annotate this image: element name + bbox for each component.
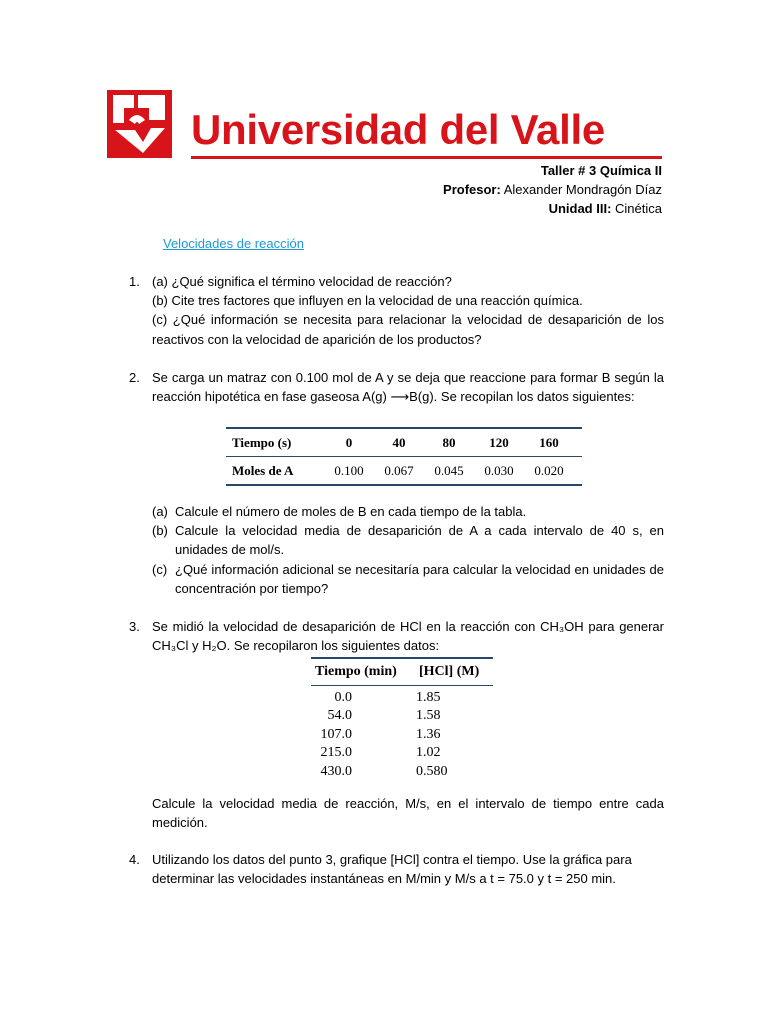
q2-intro: Se carga un matraz con 0.100 mol de A y se deja que reaccione para formar B según la reacción hipotética en fase gaseosa A(g) ⟶B(g). Se recopilan los datos siguientes: [152,370,664,405]
table-cell: 40 [392,434,406,450]
table-cell: 120 [489,434,509,450]
table-row: 215.0 1.02 [320,745,441,761]
table-cell: 0.067 [384,462,414,478]
universidad-del-valle-logo [107,90,172,158]
hcl-table [311,657,493,781]
course-info [443,161,662,218]
table-header-row: Tiempo (s) 0 40 80 120 160 [226,429,582,456]
unidad-line: Unidad III: Cinética [548,201,662,216]
title-underline [191,156,662,159]
table-cell: 80 [442,434,456,450]
q3-intro: Se midió la velocidad de desaparición de HCl en la reacción con CH₃OH para generar CH₃Cl y H₂O. Se recopilaron los siguientes datos: [152,619,664,654]
table-row: 430.0 0.580 [320,763,448,779]
question-number: 3. [129,619,140,634]
table-cell: 0.045 [434,462,464,478]
question-number: 2. [129,370,140,385]
q4-line-1: Utilizando los datos del punto 3, grafique [HCl] contra el tiempo. Use la gráfica para [152,852,632,867]
q1-part-c: (c) ¿Qué información se necesita para relacionar la velocidad de desaparición de los reactivos con la velocidad de aparición de los productos? [152,312,664,347]
q2-part-c: (c) ¿Qué información adicional se necesitaría para calcular la velocidad en unidades de concentración por tiempo? [152,561,664,596]
university-name: Universidad del Valle [191,106,605,153]
table-cell: 0.100 [334,462,364,478]
q1-part-b: (b) Cite tres factores que influyen en la velocidad de una reacción química. [152,293,583,309]
taller-line: Taller # 3 Química II [540,163,662,178]
moles-table [226,427,582,486]
table-row: 0.0 1.85 [334,690,441,705]
q2-part-a: (a) Calcule el número de moles de B en cada tiempo de la tabla. [152,504,527,519]
table-header-row: Tiempo (min) [HCl] (M) [311,657,493,686]
table-row: 54.0 1.58 [327,708,441,724]
question-number: 1. [129,274,140,289]
profesor-line: Profesor: Alexander Mondragón Díaz [443,182,662,197]
table-row: Moles de A 0.100 0.067 0.045 0.030 0.020 [226,456,582,484]
question-number: 4. [129,852,140,867]
table-cell: 0 [345,434,353,450]
q1-part-a: (a) ¿Qué significa el término velocidad de reacción? [152,274,452,289]
table-cell: 0.020 [534,462,564,478]
q2-part-b: (b) Calcule la velocidad media de desaparición de A a cada intervalo de 40 s, en unidades de mol/s. [152,523,664,558]
table-row: 107.0 1.36 [320,726,441,742]
table-cell: 0.030 [484,462,514,478]
section-title-link[interactable]: Velocidades de reacción [163,236,304,251]
table-cell: 160 [539,434,559,450]
q4-line-2: determinar las velocidades instantáneas en M/min y M/s a t = 75.0 y t = 250 min. [152,871,616,887]
